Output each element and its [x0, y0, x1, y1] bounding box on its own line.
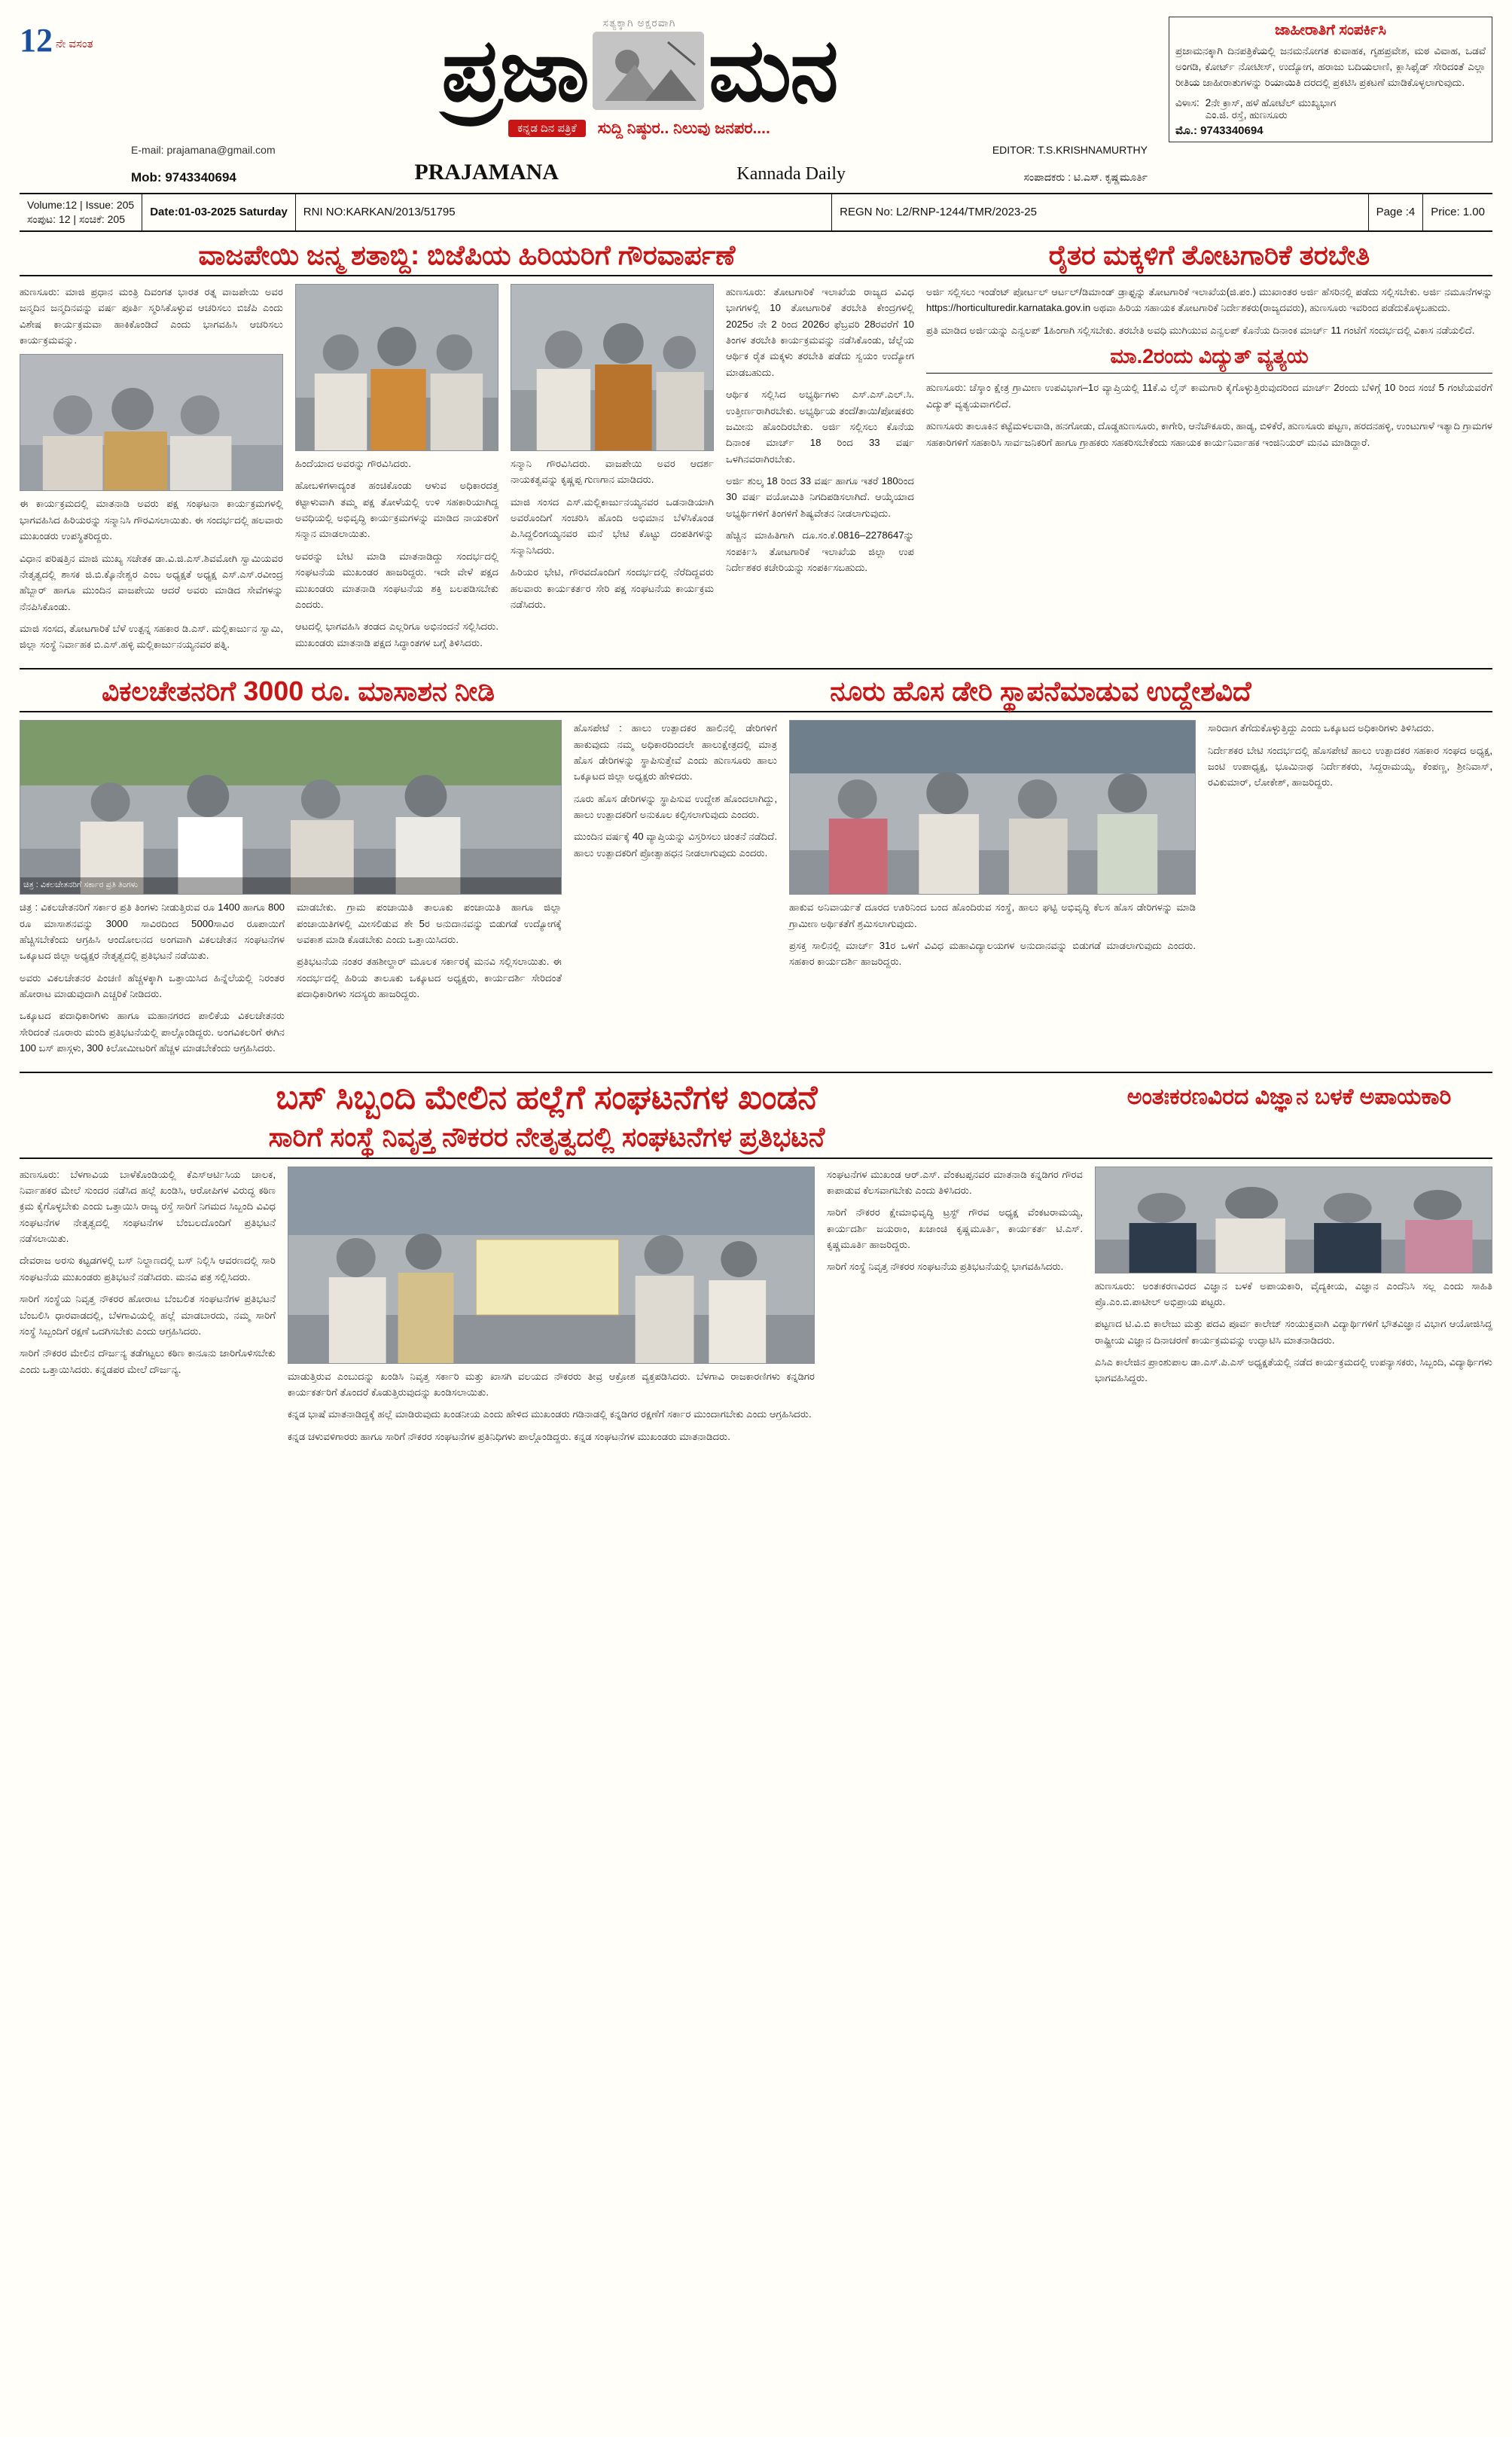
paragraph: ಸನ್ಮಾನಿ ಗೌರವಿಸಿದರು. ವಾಜಪೇಯಿ ಅವರ ಆದರ್ಶ ನಾಯಕತ್ವವನ್ನು ಕೃಷ್ಣಪ್ಪ ಗುಣಗಾನ ಮಾಡಿದರು. [511, 457, 714, 486]
ad-title: ಜಾಹೀರಾತಿಗೆ ಸಂಪರ್ಕಿಸಿ [1274, 22, 1387, 38]
paragraph: ವಿಧಾನ ಪರಿಷತ್ತಿನ ಮಾಜಿ ಮುಖ್ಯ ಸಚೇತಕ ಡಾ.ವಿ.ಜಿ.ಎಸ್.ಶಿವಮೋಗಿ ಸ್ವಾಮಿಯವರ ನೇತೃತ್ವದಲ್ಲಿ ಶಾಸಕ ಜಿ.ಬಿ.ಕ್ಕೊನೇಶ್ವರ ಎಂಬ ಅಧ್ಯಕ್ಷತೆ ಅಧ್ಯಕ್ಷ ಎಸ್.ಎಸ್.ರವೀಂದ್ರ ಹೆಬ್ಬಾರ್ ಹಾಗೂ ಮುಂದಿನ ವಾಜಪೇಯಿ ಆದರೆ ಅವರು ಮಾಡಿದ ಸೇವೆಗಳನ್ನು ನೆನಪಿಸಿಕೊಂಡು. [20, 552, 283, 612]
masthead-mobile: Mob: 9743340694 [131, 169, 236, 185]
headline-row-2 [20, 676, 1492, 706]
headline-horticulture-training: ರೈತರ ಮಕ್ಕಳಿಗೆ ತೋಟಗಾರಿಕೆ ತರಬೇತಿ [1048, 239, 1370, 270]
story2-col3 [574, 720, 777, 1062]
paragraph: ಪ್ರಸಕ್ತ ಸಾಲಿನಲ್ಲಿ ಮಾರ್ಚ್ 31ರ ಒಳಗೆ ವಿವಿಧ ಮಹಾವಿದ್ಯಾಲಯಗಳ ಅನುದಾನವನ್ನು ಬಿಡುಗಡೆ ಮಾಡಲಾಗುವುದು ಎಂದರು. ಸಹಕಾರ ಕಾರ್ಯದರ್ಶಿ ಹಾಜರಿದ್ದರು. [789, 939, 1196, 968]
paragraph: ಸಾರಿಗೆ ಸಂಸ್ಥೆ ನಿವೃತ್ತ ನೌಕರರ ಸಂಘಟನೆಯ ಪ್ರತಿಭಟನೆಯಲ್ಲಿ ಭಾಗವಹಿಸಿದರು. [827, 1261, 1064, 1273]
paragraph: ಮಾಡಬೇಕು. ಗ್ರಾಮ ಪಂಚಾಯಿತಿ ತಾಲೂಕು ಪಂಚಾಯಿತಿ ಹಾಗೂ ಜಿಲ್ಲಾ ಪಂಚಾಯಿತಿಗಳಲ್ಲಿ ಮೀಸಲಿಡುವ ಶೇ 5ರ ಅನುದಾನವನ್ನು ಬಿಡುಗಡೆ ಉದ್ಯೋಗಕ್ಕೆ ಅವಕಾಶ ಮಾಡಿ ಕೊಡಬೇಕು ಎಂದು ಒತ್ತಾಯಿಸಿದರು. [297, 901, 562, 945]
headline-row-1 [20, 239, 1492, 270]
section-divider-1 [20, 668, 1492, 669]
masthead-center [123, 17, 1155, 185]
anniversary-text: ನೇ ವಸಂತ [56, 38, 93, 50]
page-number: Page :4 [1369, 194, 1424, 230]
story2-col1 [20, 720, 562, 1062]
price: Price: 1.00 [1431, 206, 1485, 219]
paragraph: ಹುಣಸೂರು: ಬೆಳಗಾವಿಯ ಬಾಳೆಕೊಂಡಿಯಲ್ಲಿ ಕೆಎಸ್ಆರ್ಟಿಸಿಯ ಚಾಲಕ, ನಿರ್ವಾಹಕರ ಮೇಲೆ ಸುಂದರ ನಡೆಸಿದ ಹಲ್ಲೆ ಖಂಡಿಸಿ, ಆರೋಪಿಗಳ ವಿರುದ್ಧ ಕಠಿಣ ಕ್ರಮ ಕೈಗೊಳ್ಳಬೇಕು ಎಂದು ಒತ್ತಾಯಿಸಿ ರಾಜ್ಯ ರಸ್ತೆ ಸಾರಿಗೆ ನಿಗಮದ ಸಿಬ್ಬಂದಿ ವಿವಿಧ ಸಂಘಟನೆಗಳ ನೇತೃತ್ವದಲ್ಲಿ ಸಂಘಟನೆಗಳ ಬೆಂಬಲದೊಂದಿಗೆ ಪ್ರತಿಭಟನೆ ನಡೆಸಲಾಯಿತು. [20, 1168, 276, 1245]
paragraph: ಹುಣಸೂರು: ಚೆಸ್ಕಾಂ ಕ್ಷೇತ್ರ ಗ್ರಾಮೀಣ ಉಪವಿಭಾಗ–1ರ ವ್ಯಾಪ್ತಿಯಲ್ಲಿ 11ಕೆ.ವಿ ಲೈನ್ ಕಾಮಗಾರಿ ಕೈಗೊಳ್ಳುತ್ತಿರುವುದರಿಂದ ಮಾರ್ಚ್ 2ರಂದು ಬೆಳಿಗ್ಗೆ 10 ರಿಂದ ಸಂಜೆ 5 ಗಂಟೆಯವರೆಗೆ ವಿದ್ಯುತ್ ವ್ಯತ್ಯಯವಾಗಲಿದೆ. [926, 382, 1492, 410]
paragraph: ಮಾಜಿ ಸಂಸದ, ತೋಟಗಾರಿಕೆ ಬೆಳೆ ಉತ್ಪನ್ನ ಸಹಕಾರ ಡಿ.ಎಸ್. ಮಲ್ಲಿಕಾರ್ಜುನ ಸ್ವಾಮಿ, ಜಿಲ್ಲಾ ಸಂಸ್ಥೆ ನಿರ್ವಾಹಕ ಬಿ.ಎಸ್.ಹಳ್ಳಿ ಮಲ್ಲಿಕಾರ್ಜುನಯ್ಯನವರ ಪತ್ನಿ. [20, 623, 283, 651]
paragraph: ನಿರ್ದೇಶಕರ ಬೇಟಿ ಸಂದರ್ಭದಲ್ಲಿ ಹೊಸಪೇಟೆ ಹಾಲು ಉತ್ಪಾದಕರ ಸಹಕಾರ ಸಂಘದ ಅಧ್ಯಕ್ಷ, ಜಂಟಿ ಉಪಾಧ್ಯಕ್ಷ, ಭೂಮಿನಾಥ ನಿರ್ದೇಶಕರು, ಸಿದ್ದರಾಮಯ್ಯ, ಕೆಂಪಣ್ಣ, ಶ್ರೀನಿವಾಸ್, ರವಿಕುಮಾರ್, ಲೋಕೇಶ್, ಹಾಜರಿದ್ದರು. [1208, 744, 1492, 788]
headline-new-dairies: ನೂರು ಹೊಸ ಡೇರಿ ಸ್ಥಾಪನೆಮಾಡುವ ಉದ್ದೇಶವಿದೆ [830, 675, 1251, 706]
paragraph: ಅವರನ್ನು ಬೇಟಿ ಮಾಡಿ ಮಾತನಾಡಿದ್ದು ಸಂದರ್ಭದಲ್ಲಿ ಸಂಘಟನೆಯ ಮುಖಂಡರ ಹಾಜರಿದ್ದರು. ಇದೇ ವೇಳೆ ಪಕ್ಷದ ಮುಖಂಡರು ಮಾತನಾಡಿ ಸಂಘಟನೆಯ ಶಕ್ತಿ ಬಲಪಡಿಸಬೇಕು ಎಂದರು. [295, 550, 498, 610]
headline-transport-protest: ಸಾರಿಗೆ ಸಂಸ್ಥೆ ನಿವೃತ್ತ ನೌಕರರ ನೇತೃತ್ವದಲ್ಲಿ ಸಂಘಟನೆಗಳ ಪ್ರತಿಭಟನೆ [268, 1121, 825, 1153]
masthead-brand-row [123, 160, 1155, 185]
section-2 [20, 720, 1492, 1062]
email-text: E-mail: prajamana@gmail.com [131, 144, 276, 157]
ad-phone: ಮೊ.: 9743340694 [1175, 124, 1264, 137]
story3-photo-col [288, 1167, 815, 1451]
paragraph: ಕನ್ನಡ ಭಾಷೆ ಮಾತನಾಡಿದ್ದಕ್ಕೆ ಹಲ್ಲೆ ಮಾಡಿರುವುದು ಖಂಡನೀಯ ಎಂದು ಹೇಳಿದ ಮುಖಂಡರು ಗಡಿನಾಡಲ್ಲಿ ಕನ್ನಡಿಗರ ರಕ್ಷಣೆಗೆ ಸರ್ಕಾರ ಮುಂದಾಗಬೇಕು ಎಂದು ಆಗ್ರಹಿಸಿದರು. [288, 1408, 812, 1420]
headline-vajpayee: ವಾಜಪೇಯಿ ಜನ್ಮ ಶತಾಬ್ದಿ: ಬಿಜೆಪಿಯ ಹಿರಿಯರಿಗೆ ಗೌರವಾರ್ಪಣೆ [198, 239, 736, 270]
editor-name: EDITOR: T.S.KRISHNAMURTHY [992, 143, 1148, 156]
paragraph: ಹೋಬಳಿಗಳಾದ್ಯಂತ ಹಂಚಿಕೊಂಡು ಆಳುವ ಅಧಿಕಾರದತ್ತ ಕಟ್ಟಾಳುವಾಗಿ ತಮ್ಮ ಪಕ್ಷ ತೋಳೆಯಲ್ಲಿ ಉಳಿ ಸಹಕಾರಿಯಾಗಿದ್ದ ಅವಧಿಯಲ್ಲಿ ಅಭಿವೃದ್ಧಿ ಕಾರ್ಯಕ್ರಮಗಳನ್ನು ಮಾಡಿದ ನಾಯಕರಿಗೆ ಸನ್ಮಾನ ಮಾಡಲಾಯಿತು. [295, 480, 498, 540]
paragraph: ಕನ್ನಡ ಚಳುವಳಿಗಾರರು ಹಾಗೂ ಸಾರಿಗೆ ನೌಕರರ ಸಂಘಟನೆಗಳ ಪ್ರತಿನಿಧಿಗಳು ಪಾಲ್ಗೊಂಡಿದ್ದರು. ಕನ್ನಡ ಸಂಘಟನೆಗಳ ಮುಖಂಡರು ಮಾತನಾಡಿದರು. [288, 1430, 730, 1442]
paragraph: ಹಾಕುವ ಅನಿವಾರ್ಯತೆ ದೂರದ ಊರಿನಿಂದ ಬಂದ ಹೊಂದಿರುವ ಸಂಸ್ಥೆ, ಹಾಲು ಘಟ್ಟಿ ಅಭಿವೃದ್ಧಿ ಕೆಲಸ ಹೊಸ ಡೇರಿಗಳನ್ನು ಮಾಡಿ ಗ್ರಾಮೀಣ ಅರ್ಥಿಕತೆಗೆ ಶ್ರಮಿಸಲಾಗುವುದು. [789, 901, 1196, 929]
photo-disability-protest [20, 720, 562, 895]
masthead-contact-row [123, 142, 1155, 158]
headline-bus-staff-attack: ಬಸ್ ಸಿಬ್ಬಂದಿ ಮೇಲಿನ ಹಲ್ಲೆಗೆ ಸಂಘಟನೆಗಳ ಖಂಡನೆ [276, 1078, 818, 1116]
story1-col3 [511, 284, 714, 659]
emblem-icon [593, 32, 704, 110]
paragraph: ಸಂಘಟನೆಗಳ ಮುಖಂಡ ಆರ್.ಎಸ್. ವೆಂಕಟಪ್ಪನವರ ಮಾತನಾಡಿ ಕನ್ನಡಿಗರ ಗೌರವ ಕಾಪಾಡುವ ಕೆಲಸವಾಗಬೇಕು ಎಂದು ತಿಳಿಸಿದರು. [827, 1168, 1083, 1196]
anniversary-badge [20, 22, 110, 59]
paragraph: ಪಟ್ಟಣದ ಟಿ.ವಿ.ಬಿ ಕಾಲೇಜು ಮತ್ತು ಪದವಿ ಪೂರ್ವ ಕಾಲೇಜ್ ಸಂಯುಕ್ತವಾಗಿ ವಿದ್ಯಾರ್ಥಿಗಳಿಗೆ ಭೌತವಿಜ್ಞಾನ ವಿಭಾಗ ಆಯೋಜಿಸಿದ್ದ ರಾಷ್ಟ್ರೀಯ ವಿಜ್ಞಾನ ದಿನಾಚರಣೆ ಕಾರ್ಯಕ್ರಮವನ್ನು ಉದ್ಘಾಟಿಸಿ ಮಾತನಾಡಿದರು. [1095, 1318, 1492, 1346]
headline-row-3 [20, 1079, 1492, 1153]
masthead-slogan: ಸುದ್ದಿ ನಿಷ್ಠುರ.. ನಿಲುವು ಜನಪರ.... [597, 119, 770, 137]
paragraph: ದೇವರಾಜ ಅರಸು ಕಟ್ಟಡಗಳಲ್ಲಿ ಬಸ್ ನಿಲ್ದಾಣದಲ್ಲಿ ಬಸ್ ನಿಲ್ಲಿಸಿ ಆವರಣದಲ್ಲಿ ಸಾರಿ ಸಂಘಟನೆಯ ಮುಖಂಡರು ಪ್ರತಿಭಟನೆ ನಡೆಸಿದರು. ಮನವಿ ಪತ್ರ ಸಲ್ಲಿಸಿದರು. [20, 1255, 276, 1283]
photo-dairy-group [789, 720, 1196, 895]
logo-word-left: ಪ್ರಜಾ [441, 21, 588, 119]
volume-kn: ಸಂಪುಟ: 12 | ಸಂಚಿಕೆ: 205 [27, 212, 125, 225]
section-3 [20, 1167, 1492, 1451]
volume-en: Volume:12 | Issue: 205 [27, 198, 135, 211]
paragraph: ಸಾರಿದಾಗ ತೆಗೆದುಕೊಳ್ಳುತ್ತಿದ್ದು ಎಂದು ಒಕ್ಕೂಟದ ಅಧಿಕಾರಿಗಳು ತಿಳಿಸಿದರು. [1208, 722, 1434, 734]
paragraph: ಒಕ್ಕೂಟದ ಪದಾಧಿಕಾರಿಗಳು ಹಾಗೂ ಮಹಾನಗರದ ಪಾಲಿಕೆಯ ವಿಕಲಚೇತನರು ಸೇರಿದಂತೆ ನೂರಾರು ಮಂದಿ ಪ್ರತಿಭಟನೆಯಲ್ಲಿ ಪಾಲ್ಗೊಂಡಿದ್ದರು. ಅಂಗವಿಕಲರಿಗೆ ಈಗಿನ 100 ಬಸ್ ಪಾಸ್ಗಳು, 300 ಕಿಲೋಮೀಟರಿಗೆ ಹೆಚ್ಚಳ ಮಾಡಬೇಕೆಂದು ಆಗ್ರಹಿಸಿದರು. [20, 1010, 285, 1054]
ad-address [1175, 97, 1486, 121]
paragraph: ಅರ್ಜಿ ಸಲ್ಲಿಸಲು ಇಂಡೆಂಟ್ ಪೋರ್ಟಲ್ ಆರ್ಟಲ್/ಡಿಮಾಂಡ್ ಡ್ರಾಫ್ಟನ್ನು ತೋಟಗಾರಿಕೆ ಇಲಾಖೆಯ(ಜಿ.ಪಂ.) ಮುಖಾಂತರ ಅರ್ಜಿ ಹೆಸರಿನಲ್ಲಿ ಪಡೆದು ಸಲ್ಲಿಸಬೇಕು. ಅರ್ಜಿ ನಮೂನೆಗಳನ್ನು https://horticulturedir.karnataka.gov.in ಅಥವಾ ಹಿರಿಯ ಸಹಾಯಕ ತೋಟಗಾರಿಕೆ ನಿರ್ದೇಶಕರು(ರಾಜ್ಯದವರು), ಹುಣಸೂರು ಇವರಿಂದ ಪಡೆದುಕೊಳ್ಳಬಹುದು. [926, 285, 1492, 314]
ad-address-line1: 2ನೇ ಕ್ರಾಸ್, ಹಳೆ ಹೋಟೆಲ್ ಮುಖ್ಯಭಾಗ [1205, 96, 1337, 108]
rule-under-headline-3 [20, 1157, 1492, 1159]
paragraph: ಎಸಿಎ ಕಾಲೇಜಿನ ಪ್ರಾಂಶುಪಾಲ ಡಾ.ಎಸ್.ಪಿ.ಎಸ್ ಅಧ್ಯಕ್ಷತೆಯಲ್ಲಿ ನಡೆದ ಕಾರ್ಯಕ್ರಮದಲ್ಲಿ ಉಪನ್ಯಾಸಕರು, ಸಿಬ್ಬಂದಿ, ವಿದ್ಯಾರ್ಥಿಗಳು ಭಾಗವಹಿಸಿದ್ದರು. [1095, 1356, 1492, 1384]
story1-col5 [926, 284, 1492, 659]
issue-info-bar [20, 193, 1492, 232]
photo-bjp-felicitation [20, 354, 283, 491]
paragraph: ಪ್ರತಿಭಟನೆಯ ನಂತರ ತಹಶೀಲ್ದಾರ್ ಮೂಲಕ ಸರ್ಕಾರಕ್ಕೆ ಮನವಿ ಸಲ್ಲಿಸಲಾಯಿತು. ಈ ಸಂದರ್ಭದಲ್ಲಿ ಹಿರಿಯ ತಾಲೂಕು ಒಕ್ಕೂಟದ ಅಧ್ಯಕ್ಷರು, ಕಾರ್ಯದರ್ಶಿ ಸೇರಿದಂತೆ ಪದಾಧಿಕಾರಿಗಳು ಸದಸ್ಯರು ಹಾಜರಿದ್ದರು. [297, 956, 562, 1000]
paragraph: ಅವರು ವಿಕಲಚೇತನರ ಪಿಂಚಣಿ ಹೆಚ್ಚಳಕ್ಕಾಗಿ ಒತ್ತಾಯಿಸಿದ ಹಿನ್ನೆಲೆಯಲ್ಲಿ ನಿರಂತರ ಹೋರಾಟ ಮಾಡುವುದಾಗಿ ಎಚ್ಚರಿಕೆ ನೀಡಿದರು. [20, 971, 285, 1000]
regn-number: REGN No: L2/RNP-1244/TMR/2023-25 [832, 194, 1368, 230]
paragraph: ಆಟದಲ್ಲಿ ಭಾಗವಹಿಸಿ ತಂಡದ ಎಲ್ಲರಿಗೂ ಅಭಿನಂದನೆ ಸಲ್ಲಿಸಿದರು. ಮುಖಂಡರು ಮಾತನಾಡಿ ಪಕ್ಷದ ಸಿದ್ಧಾಂತಗಳ ಬಗ್ಗೆ ತಿಳಿಸಿದರು. [295, 621, 498, 648]
paragraph: ಹುಣಸೂರು: ಅಂತಃಕರಣವಿರದ ವಿಜ್ಞಾನ ಬಳಕೆ ಅಪಾಯಕಾರಿ, ವೈದ್ಯಕೀಯ, ವಿಜ್ಞಾನ ಎಂದೆನಿಸಿ ಸಲ್ಲ ಎಂದು ಸಾಹಿತಿ ಪ್ರೊ.ಎಂ.ಬಿ.ಪಾಟೀಲ್ ಅಭಿಪ್ರಾಯ ಪಟ್ಟರು. [1095, 1280, 1492, 1307]
section-1 [20, 284, 1492, 659]
paragraph: ಈ ಕಾರ್ಯಕ್ರಮದಲ್ಲಿ ಮಾತನಾಡಿ ಅವರು ಪಕ್ಷ ಸಂಘಟನಾ ಕಾರ್ಯಕ್ರಮಗಳಲ್ಲಿ ಭಾಗವಹಿಸಿದ ಹಿರಿಯರನ್ನು ಸನ್ಮಾನಿಸಿ ಗೌರವಿಸಲಾಯಿತು. ಈ ಸಂದರ್ಭದಲ್ಲಿ ಹಲವಾರು ಮುಖಂಡರು ಉಪಸ್ಥಿತರಿದ್ದರು. [20, 498, 283, 542]
photo-transport-protest [288, 1167, 815, 1364]
story1-col1 [20, 284, 283, 659]
paragraph: ಪ್ರತಿ ಮಾಡಿದ ಅರ್ಜಿಯನ್ನು ಎನ್ವಲಪ್ 1ಹಿಂಗಾಗಿ ಸಲ್ಲಿಸಬೇಕು. ತರಬೇತಿ ಅವಧಿ ಮುಗಿಯುವ ಎನ್ವಲಪ್ ಕೊನೆಯ ದಿನಾಂಕ ಮಾರ್ಚ್ 11 ಗಂಟೆಗೆ ಸಂದರ್ಭದಲ್ಲಿ ವಿಕಾಸ ನಡೆಯಲಿದೆ. [926, 324, 1475, 336]
masthead-tagline-top: ಸತ್ಯಕ್ಕಾಗಿ ಅಕ್ಷರವಾಗಿ [602, 17, 676, 29]
kannada-daily-badge: ಕನ್ನಡ ದಿನ ಪತ್ರಿಕೆ [508, 120, 586, 137]
story1-col2 [295, 284, 498, 659]
story2-col4 [789, 720, 1196, 1062]
paragraph: ಅರ್ಜಿ ಶುಲ್ಕ 18 ರಿಂದ 33 ವರ್ಷ ಹಾಗೂ ಇತರೆ 180ರಿಂದ 30 ವರ್ಷ ವಯೋಮಿತಿ ನಿಗದಿಪಡಿಸಲಾಗಿದೆ. ಆಯ್ಕೆಯಾದ ಅಭ್ಯರ್ಥಿಗಳಿಗೆ ತಿಂಗಳಿಗೆ ಶಿಷ್ಯವೇತನ ನೀಡಲಾಗುವುದು. [726, 475, 914, 519]
paragraph: ಹೆಚ್ಚಿನ ಮಾಹಿತಿಗಾಗಿ ದೂ.ಸಂ.ಕೆ.0816–2278647ನ್ನು ಸಂಪರ್ಕಿಸಿ ತೋಟಗಾರಿಕೆ ಇಲಾಖೆಯ ಜಿಲ್ಲಾ ಉಪ ನಿರ್ದೇಶಕರ ಕಚೇರಿಯನ್ನು ಸಂಪರ್ಕಿಸಬಹುದು. [726, 529, 914, 573]
advertisement-box [1169, 17, 1492, 142]
ad-address-line2: ಎಂ.ಜಿ. ರಸ್ತೆ, ಹುಣಸೂರು [1205, 108, 1288, 120]
photo-caption: ಚಿತ್ರ : ವಿಕಲಚೇತನರಿಗೆ ಸರ್ಕಾರ ಪ್ರತಿ ತಿಂಗಳು [20, 877, 561, 894]
photo-science-day [1095, 1167, 1492, 1273]
section-divider-2 [20, 1072, 1492, 1073]
volume-info [20, 194, 142, 230]
paragraph: ಸಾರಿಗೆ ಸಂಸ್ಥೆಯ ನಿವೃತ್ತ ನೌಕರರ ಹೋರಾಟ ಬೆಂಬಲಿತ ಸಂಘಟನೆಗಳ ಪ್ರತಿಭಟನೆ ಬೆಂಬಲಿಸಿ ಧಾರವಾಡದಲ್ಲಿ, ಬೆಳಗಾವಿಯಲ್ಲಿ ಹಲ್ಲೆ ಮಾಡಬಾರದು, ನಮ್ಮ ಸಾರಿಗೆ ಸಂಸ್ಥೆ ಸಿಬ್ಬಂದಿಗೆ ರಕ್ಷಣೆ ಒದಗಿಸಬೇಕು ಎಂದು ಆಗ್ರಹಿಸಿದರು. [20, 1293, 276, 1337]
paragraph: ಮಾಡುತ್ತಿರುವ ಎಂಬುದನ್ನು ಖಂಡಿಸಿ ನಿವೃತ್ತ ಸರ್ಕಾರಿ ಮತ್ತು ಖಾಸಗಿ ವಲಯದ ನೌಕರರು ತೀವ್ರ ಆಕ್ರೋಶ ವ್ಯಕ್ತಪಡಿಸಿದರು. ಬೆಳಗಾವಿ ರಾಜಕಾರಣಿಗಳು ಕನ್ನಡಿಗರ ಕಾರ್ಯಕರ್ತರಿಗೆ ತೊಂದರೆ ಕೊಡುತ್ತಿರುವುದನ್ನು ಖಂಡಿಸಲಾಯಿತು. [288, 1370, 815, 1398]
paragraph: ಹುಣಸೂರು ತಾಲೂಕಿನ ಕಟ್ಟೆಮಳಲವಾಡಿ, ಹನಗೋಡು, ದೊಡ್ಡಹುಣಸೂರು, ಕಾಗೇರಿ, ಆನೆಚೌಕೂರು, ಹಾಡ್ಯ, ಬಿಳಿಕೆರೆ, ಹುಣಸೂರು ಪಟ್ಟಣ, ಹರದನಹಳ್ಳಿ, ಉಂಟುಗಾಳೆ ಇತ್ಯಾದಿ ಗ್ರಾಮಗಳ ಸಹಕಾರಿಗಳಿಗೆ ಸಹಕಾರಿಸಿ ಸಾರ್ವಜನಿಕರಿಗೆ ಹಾಗೂ ಗ್ರಾಹಕರು ಸಹಕರಿಸಬೇಕೆಂದು ಸಹಾಯಕ ಕಾರ್ಯನಿರ್ವಾಹಕ ಇಂಜಿನಿಯರ್ ಮನವಿ ಮಾಡಿದ್ದಾರೆ. [926, 420, 1492, 448]
paragraph: ಹುಣಸೂರು: ಮಾಜಿ ಪ್ರಧಾನ ಮಂತ್ರಿ ದಿವಂಗತ ಭಾರತ ರತ್ನ ವಾಜಪೇಯಿ ಅವರ ಜನ್ಮದಿನ ಜನ್ಮದಿನವನ್ನು ವರ್ಷ ಪೂರ್ತಿ ಸ್ಮರಿಸಿಕೊಳ್ಳುವ ಆಚರಿಸಲು ಬಿಜೆಪಿ ಎಂದು ವಿಶೇಷ ಕಾರ್ಯಕ್ರಮವಾ ಹಾಕಿಕೊಂಡಿದೆ ಎಂದು ಭಾಗವಹಿಸಿ ಆಚರಿಸಲು ಕಾರ್ಯಕ್ರಮವನ್ನು. [20, 285, 283, 346]
brand-name-en: PRAJAMANA [414, 159, 559, 185]
paragraph: ಹಿರಿಯರ ಭೇಟಿ, ಗೌರವದೊಂದಿಗೆ ಸಂದರ್ಭದಲ್ಲಿ ನೆರೆದಿದ್ದವರು ಹಲವಾರು ಕಾರ್ಯಕರ್ತರ ಸೇರಿ ಪಕ್ಷ ಸಂಘಟನೆಯ ಕಾರ್ಯಕ್ರಮ ನಡೆಸಿದರು. [511, 566, 714, 610]
masthead [20, 17, 1492, 185]
brand-sub-en: Kannada Daily [736, 163, 846, 184]
headline-disability-pension: ವಿಕಲಚೇತನರಿಗೆ 3000 ರೂ. ಮಾಸಾಶನ ನೀಡಿ [102, 675, 495, 706]
story4-col [1095, 1167, 1492, 1451]
paragraph: ಸಾರಿಗೆ ನೌಕರರ ಕ್ಷೇಮಾಭಿವೃದ್ಧಿ ಟ್ರಸ್ಟ್ ಗೌರವ ಅಧ್ಯಕ್ಷ ವೆಂಕಟರಾಮಯ್ಯ, ಕಾರ್ಯದರ್ಶಿ ಜಯರಾಂ, ಖಜಾಂಚಿ ಕೃಷ್ಣಮೂರ್ತಿ, ಕಾರ್ಯಕರ್ತ ಟಿ.ಎಸ್. ಕೃಷ್ಣಮೂರ್ತಿ ಹಾಜರಿದ್ದರು. [827, 1206, 1083, 1251]
rule-under-headline-1 [20, 275, 1492, 276]
paragraph: ಚಿತ್ರ : ವಿಕಲಚೇತನರಿಗೆ ಸರ್ಕಾರ ಪ್ರತಿ ತಿಂಗಳು ನೀಡುತ್ತಿರುವ ರೂ 1400 ಹಾಗೂ 800 ರೂ ಮಾಸಾಶನವನ್ನು 3000 ಸಾವಿರದಿಂದ 5000ಸಾವಿರ ರೂಪಾಯಿಗೆ ಹೆಚ್ಚಿಸಬೇಕೆಂದು ಆಗ್ರಹಿಸಿ ಆಂದೋಲನದ ಅಂಗವಾಗಿ ವಿಕಲಚೇತನ ಸಂಘಟನೆಗಳ ಒಕ್ಕೂಟದ ಜಿಲ್ಲಾ ಅಧ್ಯಕ್ಷರ ನೇತೃತ್ವದಲ್ಲಿ ಪ್ರತಿಭಟನೆ ನಡೆಯಿತು. [20, 901, 285, 962]
paragraph: ಹಿಂದೆಯಾದ ಅವರನ್ನು ಗೌರವಿಸಿದರು. [295, 457, 411, 469]
story2-col5 [1208, 720, 1492, 1062]
ad-address-label: ವಿಳಾಸ: [1175, 96, 1200, 108]
photo-bjp-group [295, 284, 498, 451]
paragraph: ಆರ್ಥಿಕ ಸಲ್ಲಿಸಿದ ಅಭ್ಯರ್ಥಿಗಳು ಎಸ್.ಎಸ್.ಎಲ್.ಸಿ. ಉತ್ತೀರ್ಣರಾಗಿರಬೇಕು. ಅಭ್ಯರ್ಥಿಯ ತಂದೆ/ತಾಯಿ/ಪೋಷಕರು ಜಮೀನು ಹೊಂದಿರಬೇಕು. ಅರ್ಜಿ ಸಲ್ಲಿಸಲು ಕೊನೆಯ ದಿನಾಂಕ ಮಾರ್ಚ್ 18 ರಿಂದ 33 ವರ್ಷ ಒಳಗಿನವರಾಗಿರಬೇಕು. [726, 389, 914, 465]
masthead-subline [123, 120, 1155, 138]
ad-body: ಪ್ರಜಾಮನಕ್ಕಾಗಿ ದಿನಪತ್ರಿಕೆಯಲ್ಲಿ ಜನಮನೋಗತ ಕುವಾಹಕ, ಗೃಹಪ್ರವೇಶ, ಮಠ ವಿವಾಹ, ಒಡವೆ ಅಂಗಡಿ, ಕೋರ್ಟ್ ನೋಟೀಸ್, ಉದ್ಯೋಗ, ಹರಾಜು ಬದಿಯಲಾಣಿ, ಕ್ಲಾಸಿಫೈಡ್ ಸೇರಿದಂತೆ ಎಲ್ಲಾ ರೀತಿಯ ಜಾಹೀರಾತುಗಳನ್ನು ರಿಯಾಯಿತಿ ದರದಲ್ಲಿ ಪ್ರಕಟಿಸಿ ಪ್ರಕಟಣೆ ಮಾಡಿಕೊಳ್ಳಲಾಗುವುದು. [1175, 45, 1486, 88]
issue-date: Date:01-03-2025 Saturday [142, 194, 296, 230]
story1-col4 [726, 284, 914, 659]
story3-col1 [20, 1167, 276, 1451]
paragraph: ನೂರು ಹೊಸ ಡೇರಿಗಳನ್ನು ಸ್ಥಾಪಿಸುವ ಉದ್ದೇಶ ಹೊಂದಲಾಗಿದ್ದು, ಹಾಲು ಉತ್ಪಾದಕರಿಗೆ ಅನುಕೂಲ ಕಲ್ಪಿಸಲಾಗುವುದು ಎಂದರು. [574, 792, 777, 821]
story3-col3 [827, 1167, 1083, 1451]
paragraph: ಸಾರಿಗೆ ನೌಕರರ ಮೇಲಿನ ದೌರ್ಜನ್ಯ ತಡೆಗಟ್ಟಲು ಕಠಿಣ ಕಾನೂನು ಜಾರಿಗೊಳಿಸಬೇಕು ಎಂದು ಒತ್ತಾಯಿಸಿದರು. ಕನ್ನಡಪರ ಮೇಲೆ ದೌರ್ಜನ್ಯ. [20, 1347, 276, 1375]
logo-word-right: ಮನ [708, 21, 837, 119]
masthead-left [20, 17, 110, 59]
photo-bjp-meeting [511, 284, 714, 451]
editor-name-kn: ಸಂಪಾದಕರು : ಟಿ.ಎಸ್. ಕೃಷ್ಣಮೂರ್ತಿ [1023, 170, 1148, 183]
paragraph: ಹೊಸಪೇಟೆ : ಹಾಲು ಉತ್ಪಾದಕರ ಹಾಲಿನಲ್ಲಿ ಡೇರಿಗಳಿಗೆ ಹಾಕುವುದು ನಮ್ಮ ಅಧಿಕಾರದಿಂದಲೇ ಹಾಲುಕ್ಷೇತ್ರದಲ್ಲಿ ಮಾತ್ರ ಹೊಸ ಡೇರಿಗಳನ್ನು ಸ್ಥಾಪಿಸುತ್ತೇವೆ ಎಂದು ಹುಣಸೂರು ಹಾಲು ಒಕ್ಕೂಟದ ಜಿಲ್ಲಾ ಅಧ್ಯಕ್ಷರು ಹೇಳಿದರು. [574, 722, 777, 782]
paragraph: ಮಾಜಿ ಸಂಸದ ಎಸ್.ಮಲ್ಲಿಕಾರ್ಜುನಯ್ಯನವರ ಒಡನಾಡಿಯಾಗಿ ಅವರೊಂದಿಗೆ ಸಂಚರಿಸಿ ಹೊಂದಿ ಅಭಿಮಾನ ಬೆಳೆಸಿಕೊಂಡ ಪಿ.ಸಿದ್ದಲಿಂಗಯ್ಯನವರ ಮನೆ ಭೇಟಿ ಕೊಟ್ಟು ದಂಪತಿಗಳನ್ನು ಸನ್ಮಾನಿಸಿದರು. [511, 496, 714, 556]
anniversary-number: 12 [20, 22, 53, 59]
headline-science-misuse: ಅಂತಃಕರಣವಿರದ ವಿಜ್ಞಾನ ಬಳಕೆ ಅಪಾಯಕಾರಿ [1126, 1084, 1452, 1109]
paragraph: ಹುಣಸೂರು: ತೋಟಗಾರಿಕೆ ಇಲಾಖೆಯ ರಾಜ್ಯದ ವಿವಿಧ ಭಾಗಗಳಲ್ಲಿ 10 ತೋಟಗಾರಿಕೆ ತರಬೇತಿ ಕೇಂದ್ರಗಳಲ್ಲಿ 2025ರ ನೇ 2 ರಿಂದ 2026ರ ಫೆಬ್ರವರಿ 28ರವರೆಗೆ 10 ತಿಂಗಳ ತರಬೇತಿ ಕಾರ್ಯಕ್ರಮವನ್ನು ನಡೆಸಿಕೊಂಡು, ಜೆಲ್ಲೆಯ ಆರ್ಥಿಕ ರೈತ ಮಕ್ಕಳು ತರಬೇತಿ ಪಡೆದು ಸ್ವಯಂ ಉದ್ಯೋಗ ಮಾಡಬಹುದು. [726, 285, 914, 378]
rule-power [926, 373, 1492, 374]
paragraph: ಮುಂದಿನ ವರ್ಷಕ್ಕೆ 40 ವ್ಯಾಪ್ತಿಯನ್ನು ವಿಸ್ತರಿಸಲು ಚಿಂತನೆ ನಡೆದಿದೆ. ಹಾಲು ಉತ್ಪಾದಕರಿಗೆ ಪ್ರೋತ್ಸಾಹಧನ ನೀಡಲಾಗುವುದು ಎಂದರು. [574, 831, 777, 859]
rule-under-headline-2 [20, 711, 1492, 712]
headline-power-interruption: ಮಾ.2ರಂದು ವಿದ್ಯುತ್ ವ್ಯತ್ಯಯ [1110, 345, 1309, 368]
rni-number: RNI NO:KARKAN/2013/51795 [296, 194, 832, 230]
